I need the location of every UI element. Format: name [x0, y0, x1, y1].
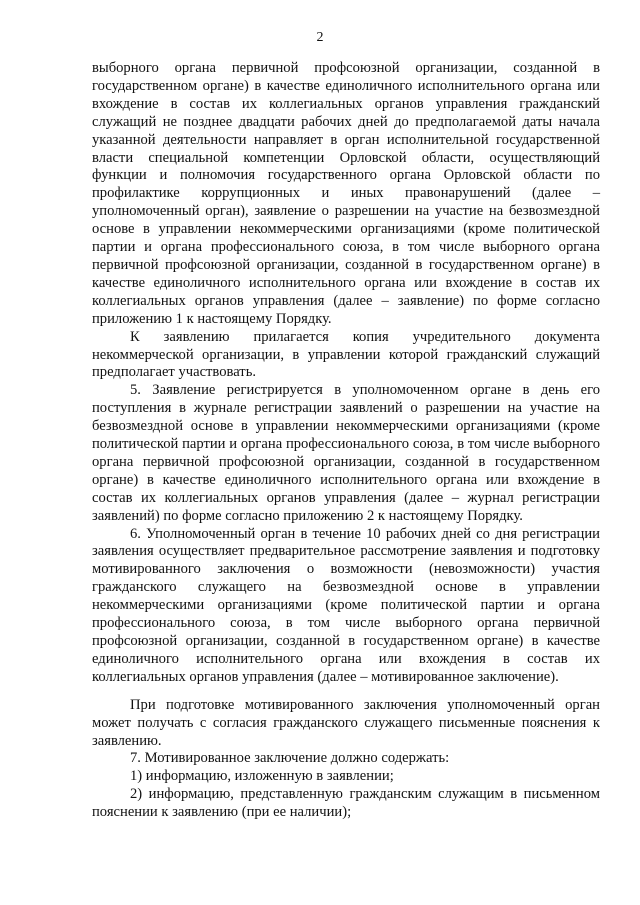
paragraph-item-6: 6. Уполномоченный орган в течение 10 рабочих дней со дня регистрации заявления осуществляет предварительное рассмотрение заявления и подготовку мотивированного заключения о возможности (невозможности) участия гражданского служащего на безвозмездной основе в управлении некоммерческими организациями (кроме политической партии и органа профессионального союза, в том числе выборного органа первичной профсоюзной организации, созданной в государственном органе) в качестве единоличного исполнительного органа или вхождения в состав их коллегиальных органов управления (далее – мотивированное заключение). [92, 525, 600, 685]
page-number: 2 [316, 30, 324, 45]
paragraph-subitem-1: 1) информацию, изложенную в заявлении; [130, 768, 394, 785]
document-body [92, 60, 600, 822]
paragraph-item-7: 7. Мотивированное заключение должно содержать: [130, 750, 450, 767]
paragraph-continued: выборного органа первичной профсоюзной организации, созданной в государственном органе) в качестве единоличного исполнительного органа или вхождение в состав их коллегиальных органов управления гражданский служащий не позднее двадцати рабочих дней до предполагаемой даты начала указанной деятельности направляет в орган исполнительной государственной власти специальной компетенции Орловской области, осуществляющий функции и полномочия государственного органа Орловской области по профилактике коррупционных и иных правонарушений (далее – уполномоченный орган), заявление о разрешении на участие на безвозмездной основе в управлении некоммерческими организациями (кроме политической партии и органа профессионального союза, в том числе выборного органа первичной профсоюзной организации, созданной в государственном органе) в качестве единоличного исполнительного органа или вхождение в состав их коллегиальных органов управления (далее – заявление) по форме согласно приложению 1 к настоящему Порядку. [92, 60, 600, 327]
paragraph-subitem-2: 2) информацию, представленную гражданским служащим в письменном пояснении к заявлению (при ее наличии); [92, 786, 600, 821]
paragraph-explanations: При подготовке мотивированного заключения уполномоченный орган может получать с согласия гражданского служащего письменные пояснения к заявлению. [92, 696, 600, 749]
paragraph-item-5: 5. Заявление регистрируется в уполномоченном органе в день его поступления в журнале регистрации заявлений о разрешении на участие на безвозмездной основе в управлении некоммерческими организациями (кроме политической партии и органа профессионального союза, в том числе выборного органа первичной профсоюзной организации, созданной в государственном органе) в качестве единоличного исполнительного органа или вхождение в состав их коллегиальных органов управления (далее – журнал регистрации заявлений) по форме согласно приложению 2 к настоящему Порядку. [92, 382, 600, 524]
paragraph-attachment: К заявлению прилагается копия учредительного документа некоммерческой организации, в управлении которой гражданский служащий предполагает участвовать. [92, 328, 600, 381]
